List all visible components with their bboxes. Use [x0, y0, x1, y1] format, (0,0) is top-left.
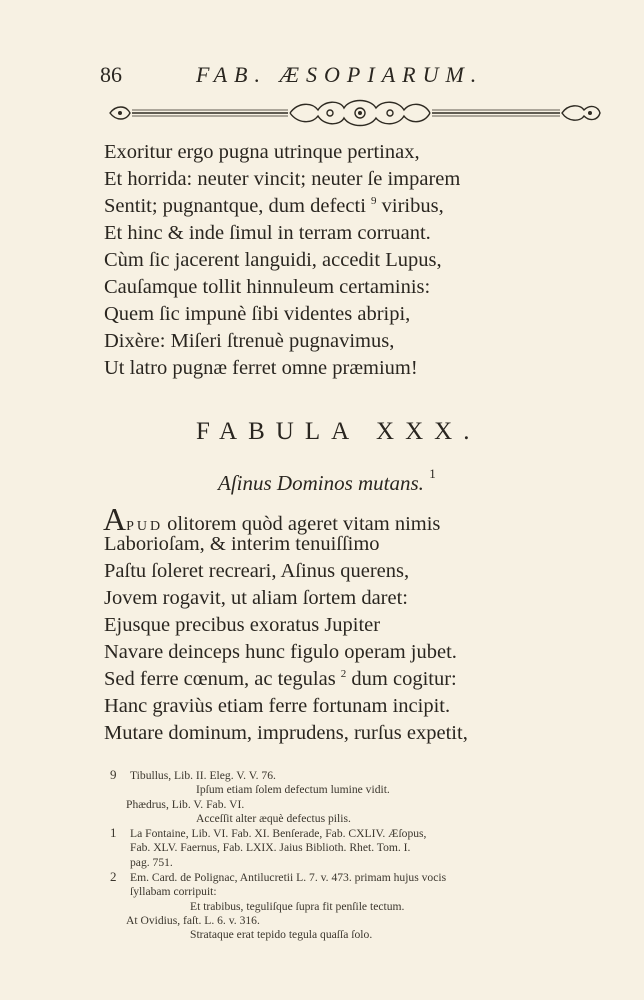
- verse-line: [104, 666, 574, 693]
- running-title: FAB. ÆSOPIARUM.: [196, 62, 484, 87]
- footnote-marker: 1: [110, 825, 117, 841]
- footnote-marker: 9: [110, 767, 117, 782]
- verse-line-text: dum cogitur:: [351, 668, 457, 690]
- verse-line: Exoritur ergo pugna utrinque pertinax,: [104, 141, 420, 163]
- footnote-2: [110, 870, 586, 885]
- verse-line: [104, 193, 574, 220]
- verse-line-text: Sed ferre cœnum, ac tegulas: [104, 668, 336, 690]
- footnote-quote: Et trabibus, teguliſque ſupra fit penſile tectum.: [190, 899, 405, 913]
- verse-line: Mutare dominum, imprudens, rurſus expetit,: [104, 722, 468, 744]
- verse-line: Cauſamque tollit hinnuleum certaminis:: [104, 276, 431, 298]
- footnote-ref: 1: [429, 466, 436, 481]
- verse-line: Quem ſic impunè ſibi videntes abripi,: [104, 303, 411, 325]
- drop-cap: A: [103, 501, 127, 537]
- decorative-ornament-rule: [108, 96, 602, 130]
- footnote-1: [110, 826, 586, 841]
- footnote-text: Phædrus, Lib. V. Fab. VI.: [126, 797, 245, 811]
- verse-line: Paſtu ſoleret recreari, Aſinus querens,: [104, 560, 410, 582]
- footnote-text: La Fontaine, Lib. VI. Fab. XI. Benſerade, Fab. CXLIV. Æſopus,: [130, 827, 427, 841]
- verse-line: Et horrida: neuter vincit; neuter ſe imparem: [104, 168, 461, 190]
- verse-line: Dixère: Miſeri ſtrenuè pugnavimus,: [104, 330, 395, 352]
- footnote-quote: Strataque erat tepido tegula quaſſa ſolo.: [190, 928, 373, 942]
- footnotes: [110, 768, 586, 943]
- footnote-marker: 2: [110, 869, 117, 885]
- fable-subtitle: [218, 466, 436, 496]
- fable-heading: FABULA XXX.: [196, 418, 481, 445]
- footnote-ref: 2: [340, 668, 347, 681]
- verse-line: Et hinc & inde ſimul in terram corruant.: [104, 222, 431, 244]
- verse-line-text: viribus,: [381, 195, 444, 217]
- footnote-ref: 9: [371, 195, 377, 208]
- verse-line: Ut latro pugnæ ferret omne præmium!: [104, 357, 418, 379]
- footnote-text: pag. 751.: [130, 855, 173, 869]
- verse-line: Jovem rogavit, ut aliam ſortem daret:: [104, 587, 408, 609]
- verse-line-text: Sentit; pugnantque, dum defecti: [104, 195, 366, 217]
- footnote-quote: Acceſſit alter æquè defectus pilis.: [196, 811, 351, 825]
- footnote-text: ſyllabam corripuit:: [130, 885, 217, 899]
- verse-block-bottom: [104, 531, 574, 747]
- verse-line: Ejusque precibus exoratus Jupiter: [104, 614, 381, 636]
- verse-line-text: olitorem quòd ageret vitam nimis: [167, 513, 441, 535]
- footnote-text: At Ovidius, faſt. L. 6. v. 316.: [126, 913, 260, 927]
- footnote-text: Em. Card. de Polignac, Antilucretii L. 7. v. 473. primam hujus vocis: [130, 871, 447, 885]
- fable-subtitle-text: Aſinus Dominos mutans.: [218, 471, 424, 495]
- verse-line: Navare deinceps hunc figulo operam jubet.: [104, 641, 457, 663]
- verse-block-top: [104, 139, 574, 382]
- verse-line: Hanc graviùs etiam ferre fortunam incipit.: [104, 695, 451, 717]
- footnote-9: [110, 768, 586, 783]
- page-header: [100, 62, 580, 88]
- footnote-text: Fab. XLV. Faernus, Fab. LXIX. Jaius Biblioth. Rhet. Tom. I.: [130, 841, 411, 855]
- footnote-text: Tibullus, Lib. II. Eleg. V. V. 76.: [130, 769, 276, 782]
- small-caps-word: PUD: [126, 519, 164, 534]
- verse-line: Laborioſam, & interim tenuiſſimo: [104, 533, 380, 555]
- page-number: 86: [100, 62, 122, 87]
- footnote-quote: Ipſum etiam ſolem defectum lumine vidit.: [196, 783, 390, 797]
- verse-line: Cùm ſic jacerent languidi, accedit Lupus,: [104, 249, 442, 271]
